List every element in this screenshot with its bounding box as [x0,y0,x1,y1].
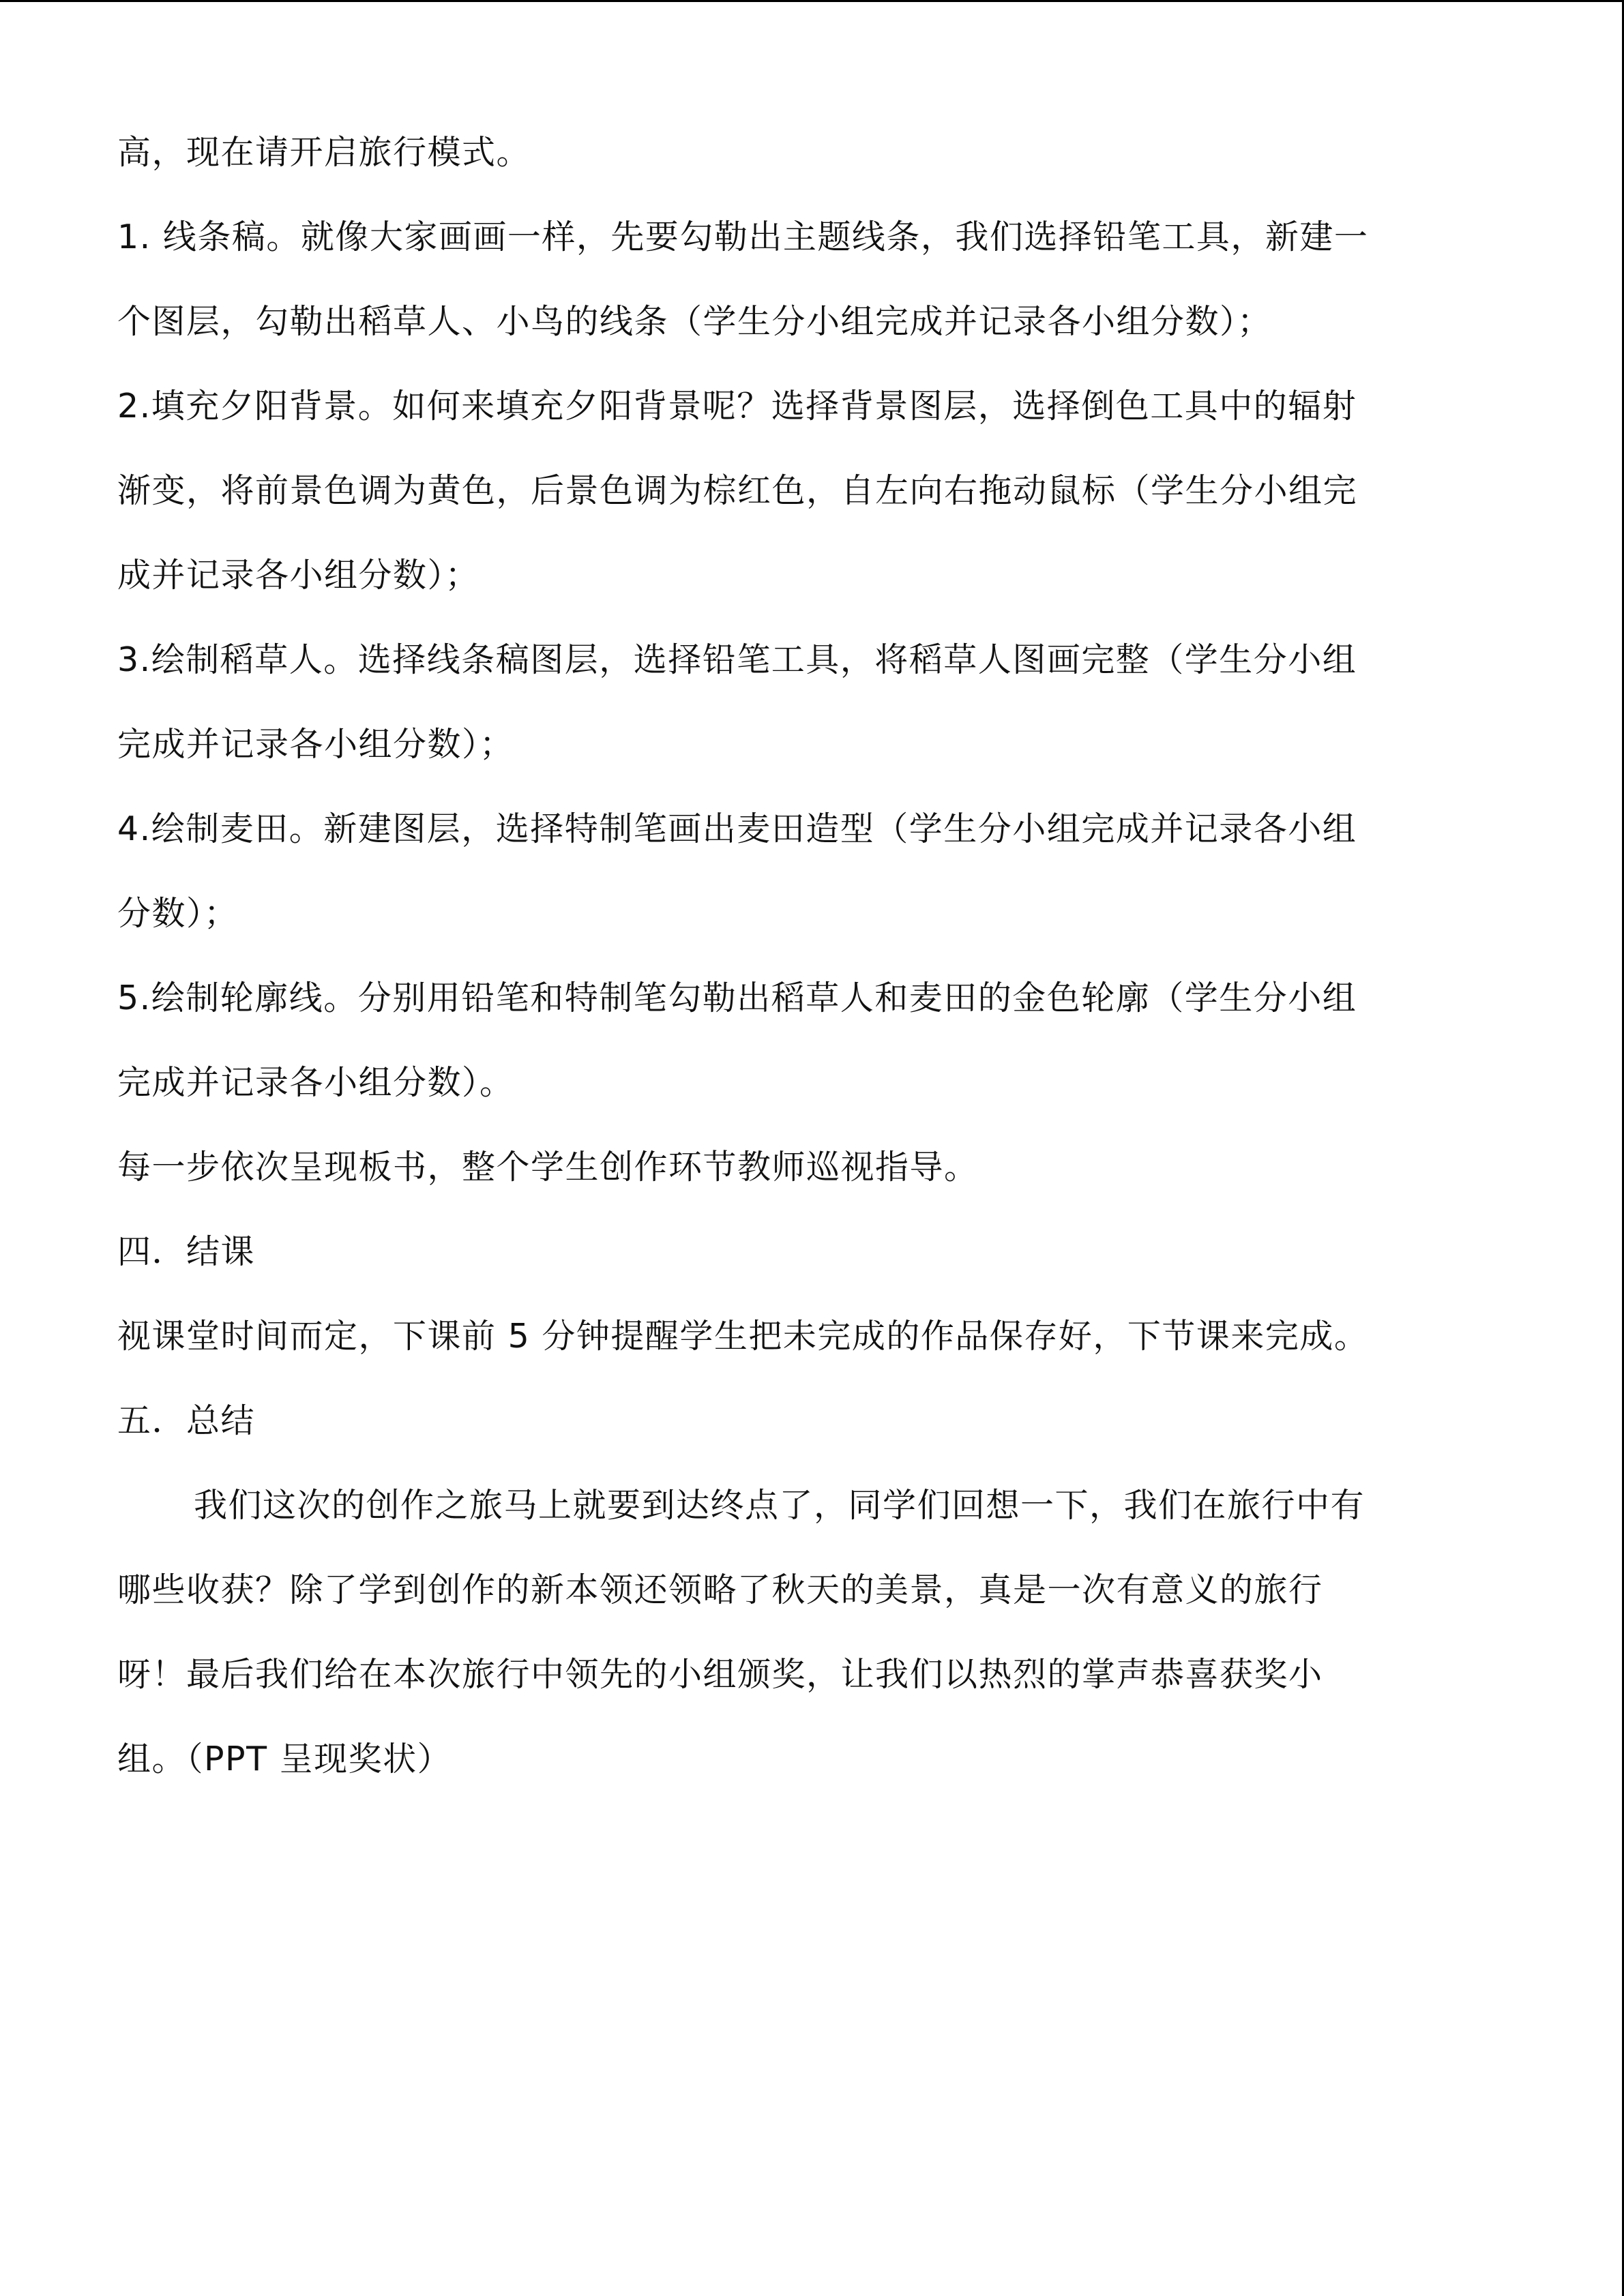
text-line: 高，现在请开启旅行模式。 [117,133,531,172]
step-4-line: 4.绘制麦田。新建图层，选择特制笔画出麦田造型（学生分小组完成并记录各小组 [117,809,1357,848]
step-1-line: 1. 线条稿。就像大家画画一样，先要勾勒出主题线条，我们选择铅笔工具，新建一 [117,218,1369,256]
text-line: 组。（PPT 呈现奖状） [117,1740,452,1778]
section-heading-4: 四．结课 [117,1232,256,1271]
text-line: 个图层，勾勒出稻草人、小鸟的线条（学生分小组完成并记录各小组分数）； [117,302,1272,341]
step-5-line: 5.绘制轮廓线。分别用铅笔和特制笔勾勒出稻草人和麦田的金色轮廓（学生分小组 [117,979,1357,1017]
text-line: 完成并记录各小组分数）； [117,725,514,764]
text-line: 渐变，将前景色调为黄色，后景色调为棕红色，自左向右拖动鼠标（学生分小组完 [117,471,1358,510]
section-heading-5: 五．总结 [117,1401,256,1440]
step-2-line: 2.填充夕阳背景。如何来填充夕阳背景呢？选择背景图层，选择倒色工具中的辐射 [117,387,1357,426]
step-3-line: 3.绘制稻草人。选择线条稿图层，选择铅笔工具，将稻草人图画完整（学生分小组 [117,640,1357,679]
text-line: 哪些收获？除了学到创作的新本领还领略了秋天的美景，真是一次有意义的旅行 [117,1570,1323,1609]
text-line: 成并记录各小组分数）； [117,556,480,595]
document-body [117,132,1502,1823]
text-line: 分数）； [117,894,239,933]
text-line: 完成并记录各小组分数）。 [117,1063,514,1102]
text-line: 每一步依次呈现板书，整个学生创作环节教师巡视指导。 [117,1148,979,1187]
text-line: 呀！最后我们给在本次旅行中领先的小组颁奖，让我们以热烈的掌声恭喜获奖小 [117,1655,1323,1694]
text-line: 视课堂时间而定，下课前 5 分钟提醒学生把未完成的作品保存好，下节课来完成。 [117,1317,1369,1356]
paragraph-first-line: 我们这次的创作之旅马上就要到达终点了，同学们回想一下，我们在旅行中有 [194,1486,1365,1525]
